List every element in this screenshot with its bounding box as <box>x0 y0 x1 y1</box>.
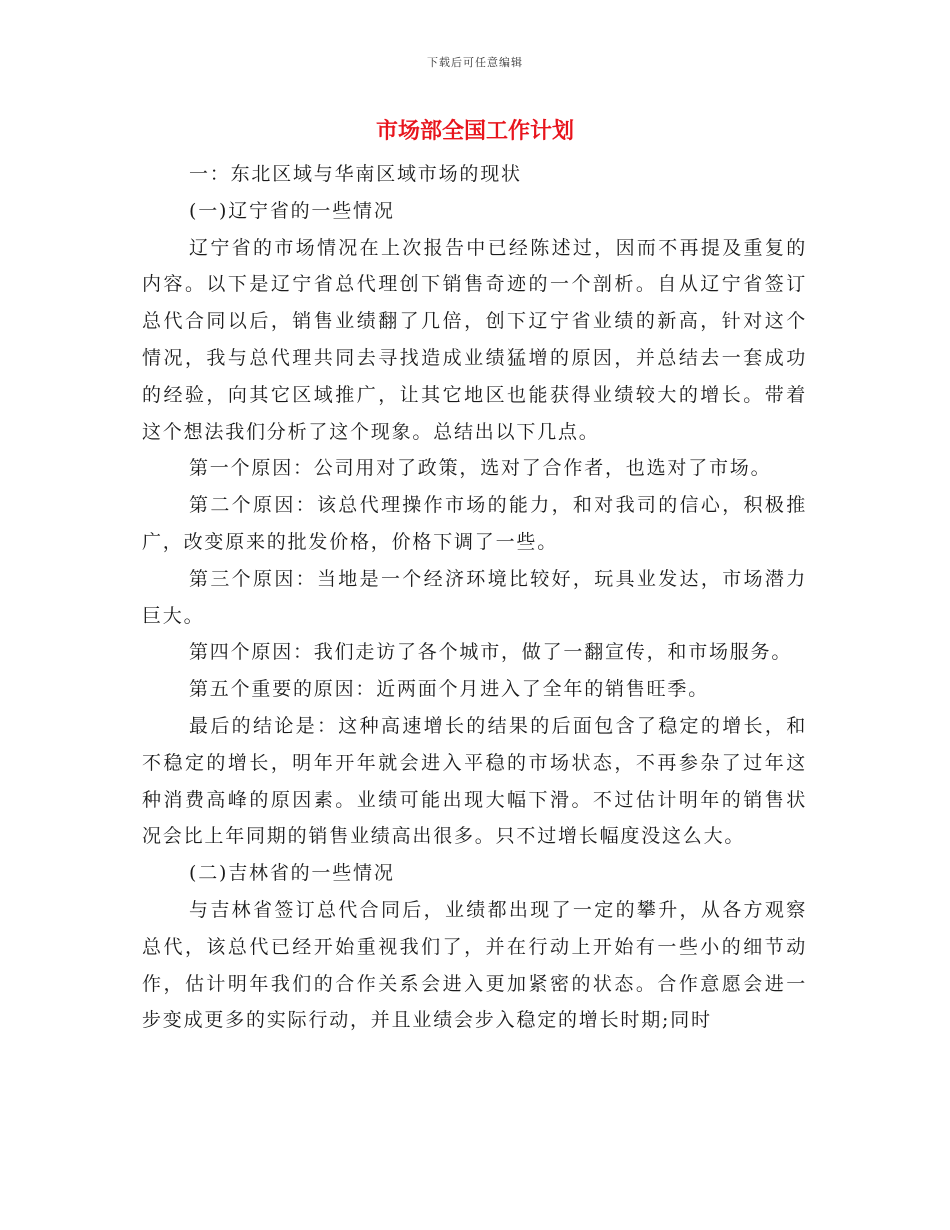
body-paragraph: 第四个原因：我们走访了各个城市，做了一翻宣传，和市场服务。 <box>189 641 793 664</box>
body-paragraph: 第二个原因：该总代理操作市场的能力，和对我司的信心，积极推广，改变原来的批发价格，价格下调了一些。 <box>142 494 807 553</box>
body-paragraph: 最后的结论是：这种高速增长的结果的后面包含了稳定的增长，和不稳定的增长，明年开年就会进入平稳的市场状态，不再参杂了过年这种消费高峰的原因素。业绩可能出现大幅下滑。不过估计明年的销售状况会比上年同期的销售业绩高出很多。只不过增长幅度没这么大。 <box>142 714 807 848</box>
body-paragraph: 第一个原因：公司用对了政策，选对了合作者，也选对了市场。 <box>189 457 772 480</box>
body-paragraph: 第五个重要的原因：近两面个月进入了全年的销售旺季。 <box>189 678 710 701</box>
body-paragraph: 辽宁省的市场情况在上次报告中已经陈述过，因而不再提及重复的内容。以下是辽宁省总代理创下销售奇迹的一个剖析。自从辽宁省签订总代合同以后，销售业绩翻了几倍，创下辽宁省业绩的新高，针对这个情况，我与总代理共同去寻找造成业绩猛增的原因，并总结去一套成功的经验，向其它区域推广，让其它地区也能获得业绩较大的增长。带着这个想法我们分析了这个现象。总结出以下几点。 <box>142 236 807 443</box>
body-paragraph: 第三个原因：当地是一个经济环境比较好，玩具业发达，市场潜力巨大。 <box>142 567 807 627</box>
body-paragraph: 与吉林省签订总代合同后，业绩都出现了一定的攀升，从各方观察总代，该总代已经开始重视我们了，并在行动上开始有一些小的细节动作，估计明年我们的合作关系会进入更加紧密的状态。合作意愿会进一步变成更多的实际行动，并且业绩会步入稳定的增长时期;同时 <box>142 898 807 1032</box>
section-heading: 一：东北区域与华南区域市场的现状 <box>189 163 522 185</box>
page-header: 下载后可任意编辑 <box>427 56 523 69</box>
subsection-heading: (一)辽宁省的一些情况 <box>189 199 395 222</box>
subsection-heading: (二)吉林省的一些情况 <box>189 862 395 885</box>
document-title: 市场部全国工作计划 <box>375 119 574 144</box>
document-body <box>142 156 807 1039</box>
